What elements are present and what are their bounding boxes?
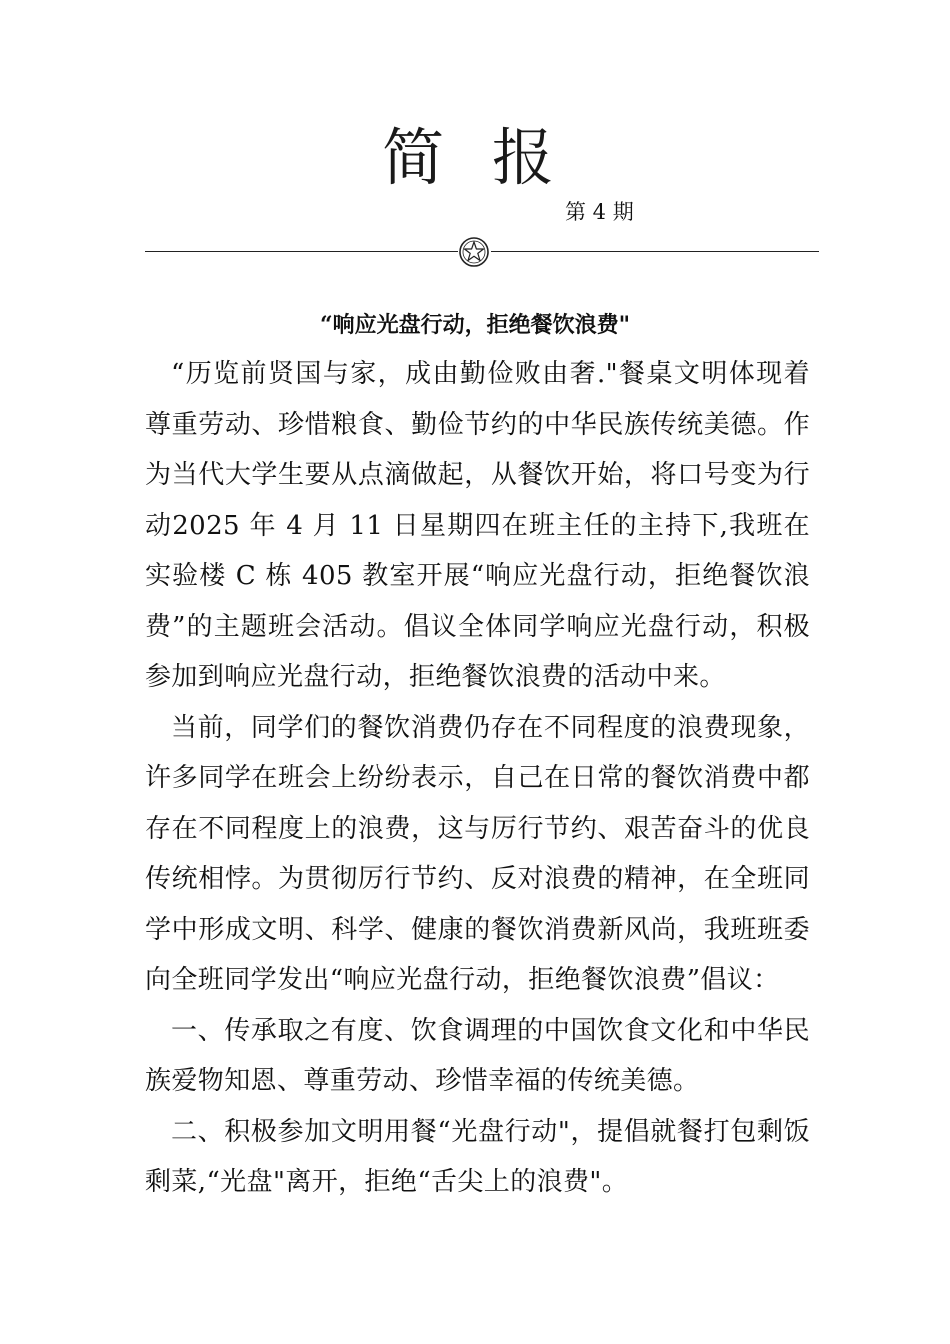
star-emblem-icon <box>458 236 490 268</box>
article-paragraph: 二、积极参加文明用餐“光盘行动"，提倡就餐打包剩饭剩菜,“光盘"离开，拒绝“舌尖上的浪费"。 <box>145 1116 810 1197</box>
article-paragraph: 一、传承取之有度、饮食调理的中国饮食文化和中华民族爱物知恩、尊重劳动、珍惜幸福的传统美德。 <box>145 1015 810 1096</box>
divider-line-left <box>145 251 458 252</box>
article-title: “响应光盘行动，拒绝餐饮浪费" <box>319 312 631 338</box>
article-paragraph: 当前，同学们的餐饮消费仍存在不同程度的浪费现象，许多同学在班会上纷纷表示，自己在日常的餐饮消费中都存在不同程度上的浪费，这与厉行节约、艰苦奋斗的优良传统相悖。为贯彻厉行节约、反对浪费的精神，在全班同学中形成文明、科学、健康的餐饮消费新风尚，我班班委向全班同学发出“响应光盘行动，拒绝餐饮浪费”倡议： <box>145 712 810 995</box>
divider-line-right <box>491 251 819 252</box>
article-paragraph: “历览前贤国与家，成由勤俭败由奢."餐桌文明体现着尊重劳动、珍惜粮食、勤俭节约的中华民族传统美德。作为当代大学生要从点滴做起，从餐饮开始，将口号变为行动2025 年 4 月 11 日星期四在班主任的主持下,我班在实验楼 C 栋 405 教室开展“响应光盘行动，拒绝餐饮浪费”的主题班会活动。倡议全体同学响应光盘行动，积极参加到响应光盘行动，拒绝餐饮浪费的活动中来。 <box>145 359 810 692</box>
article-body <box>145 349 810 1208</box>
issue-number: 第 4 期 <box>565 200 634 224</box>
masthead-title: 简 报 <box>382 121 568 194</box>
